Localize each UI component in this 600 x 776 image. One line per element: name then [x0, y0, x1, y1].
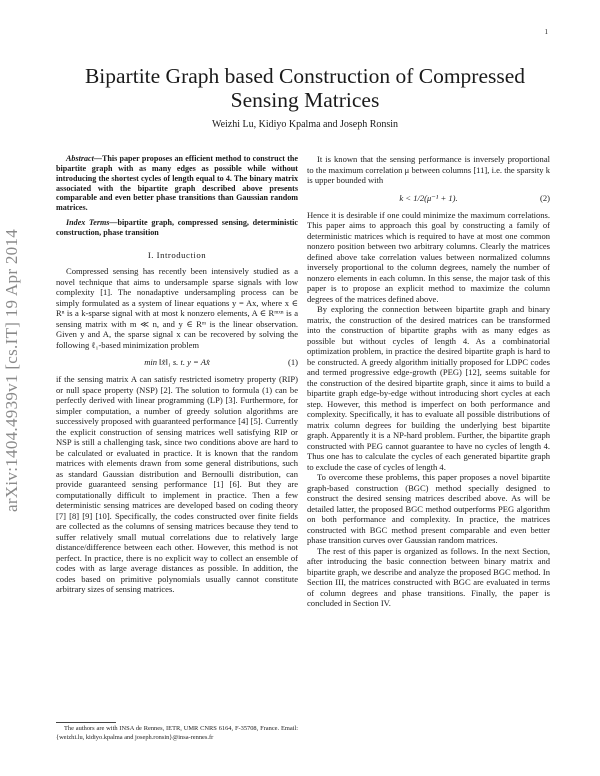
equation-1-number: (1)	[288, 357, 298, 368]
footnote-rule	[56, 722, 116, 723]
left-column	[56, 154, 298, 595]
equation-2-body: k < 1/2(μ⁻¹ + 1).	[399, 192, 458, 203]
right-paragraph-4: To overcome these problems, this paper proposes a novel bipartite graph-based construction (BGC) method specially designed to construct the desired sensing matrices described above. As will be detailed latter, the proposed BGC method outperforms PEG algorithm on both performance and complexity. In practice, the matrices constructed with BGC method present comparable and even better phase transition curves over Gaussian random matrices.	[307, 472, 550, 545]
intro-paragraph-1: Compressed sensing has recently been intensively studied as a novel technique that aims to undersample sparse signals with low complexity [1]. The nonadaptive undersampling process can be simply formulated as a system of linear equations y = Ax, where x ∈ Rⁿ is a k-sparse signal with at most k nonzero elements, A ∈ Rᵐˣⁿ is a sensing matrix with m ≪ n, and y ∈ Rᵐ is the linear observation. Given y and A, the sparse signal x can be recovered by solving the following ℓ₁-based minimization problem	[56, 266, 298, 350]
index-terms-label: Index Terms—	[66, 218, 118, 228]
author-affiliation-footnote: The authors are with INSA de Rennes, IETR, UMR CNRS 6164, F-35708, France. Email: {weizhi.lu, kidiyo.kpalma and joseph.ronsin}@insa-rennes.fr	[56, 725, 298, 741]
right-column	[307, 154, 550, 609]
page-number: 1	[544, 28, 548, 36]
abstract-text: This paper proposes an efficient method to construct the bipartite graph with as many edges as possible while without introducing the shortest cycles of length equal to 4. The binary matrix associated with the bipartite graph described above presents comparable and even better phase transitions than Gaussian random matrices.	[56, 154, 298, 213]
section-heading-introduction: I. Introduction	[147, 249, 207, 260]
paper-authors: Weizhi Lu, Kidiyo Kpalma and Joseph Ronsin	[211, 119, 399, 130]
index-terms-text: bipartite graph, compressed sensing, deterministic construction, phase transition	[56, 218, 299, 237]
paper-title: Bipartite Graph based Construction of Compressed Sensing Matrices	[84, 64, 526, 112]
abstract	[56, 154, 298, 213]
right-paragraph-2: Hence it is desirable if one could minimize the maximum correlations. This paper aims to approach this goal by constructing a family of deterministic matrices which is required to have at most one common nonzero position between two arbitrary columns. Clearly the matrices defined above take correlation values between normalized columns inversely proportional to the column degrees, namely the number of nonzero elements in each column. In this sense, the major task of this paper is to propose an explicit method to maximize the column degrees of the matrices defined above.	[307, 209, 550, 304]
index-terms	[56, 218, 298, 238]
abstract-label: Abstract—	[66, 154, 102, 163]
arxiv-identifier-stamp: arXiv:1404.4939v1 [cs.IT] 19 Apr 2014	[2, 228, 21, 512]
right-paragraph-5: The rest of this paper is organized as follows. In the next Section, after introducing the basic connection between binary matrix and bipartite graph, we describe and analyze the proposed BGC method. In Section III, the matrices constructed with BGC are evaluated in terms of column degrees and phase transitions. Finally, the paper is concluded in Section IV.	[307, 545, 550, 608]
right-paragraph-3: By exploring the connection between bipartite graph and binary matrix, the construction of the desired matrices can be transformed into the construction of bipartite graphs with as many edges as possible but without cycles of length 4. As a combinatorial optimization problem, in practice the desired bipartite graph is hard to be constructed. A greedy algorithm initially proposed for LDPC codes and termed progressive edge-growth (PEG) [12], seems suitable for the construction of the desired bipartite graph, since it aims to build a bipartite graph edge-by-edge without introducing short cycles at each step. However, this method is imperfect on both performance and complexity. Specifically, it has to evaluate all possible distributions of matrix column degrees for building the underlying best bipartite graph. Apparently it is a NP-hard problem. Further, the bipartite graph constructed with PEG cannot guarantee to have no cycles of length 4. Thus one has to calculate the cycles of each generated bipartite graph to exclude the case of cycles of length 4.	[307, 304, 550, 472]
intro-paragraph-2: if the sensing matrix A can satisfy restricted isometry property (RIP) or null space property (NSP) [2]. The solution to formula (1) can be perfectly derived with linear programming (LP) [3]. Furthermore, for simpler computation, a number of greedy solution algorithms are successively proposed with guaranteed performance [4] [5]. Currently the explicit construction of sensing matrices well satisfying RIP or NSP is still a challenging task, since two conditions above are hard to be calculated or evaluated in practice. It is known that the random matrices with elements drawn from some general distributions, such as standard Gaussian distribution and Bernoulli distribution, can provide guaranteed sensing performance [1] [6]. But they are computationally difficult to implement in practice. Then a few deterministic sensing matrices are developed based on coding theory [7] [8] [9] [10]. Specifically, the codes constructed over finite fields are collected as the columns of sensing matrices because they tend to suffer relatively small mutual correlations due to relatively large distance/difference between each other. However, this method is not perfect. In practice, there is no explicit way to collect an ensemble of codes with as large average distances as possible. In addition, the codes based on primitive polynomials usually cannot constitute arbitrary sizes of sensing matrices.	[56, 374, 298, 595]
equation-2-number: (2)	[540, 192, 550, 203]
right-paragraph-1: It is known that the sensing performance is inversely proportional to the maximum correlation μ between columns [11], i.e. the sparsity k is upper bounded with	[307, 154, 550, 185]
equation-2	[307, 192, 550, 205]
equation-1-body: min ‖x̂‖₁ s. t. y = Ax̂	[144, 357, 210, 368]
equation-1	[56, 356, 298, 369]
